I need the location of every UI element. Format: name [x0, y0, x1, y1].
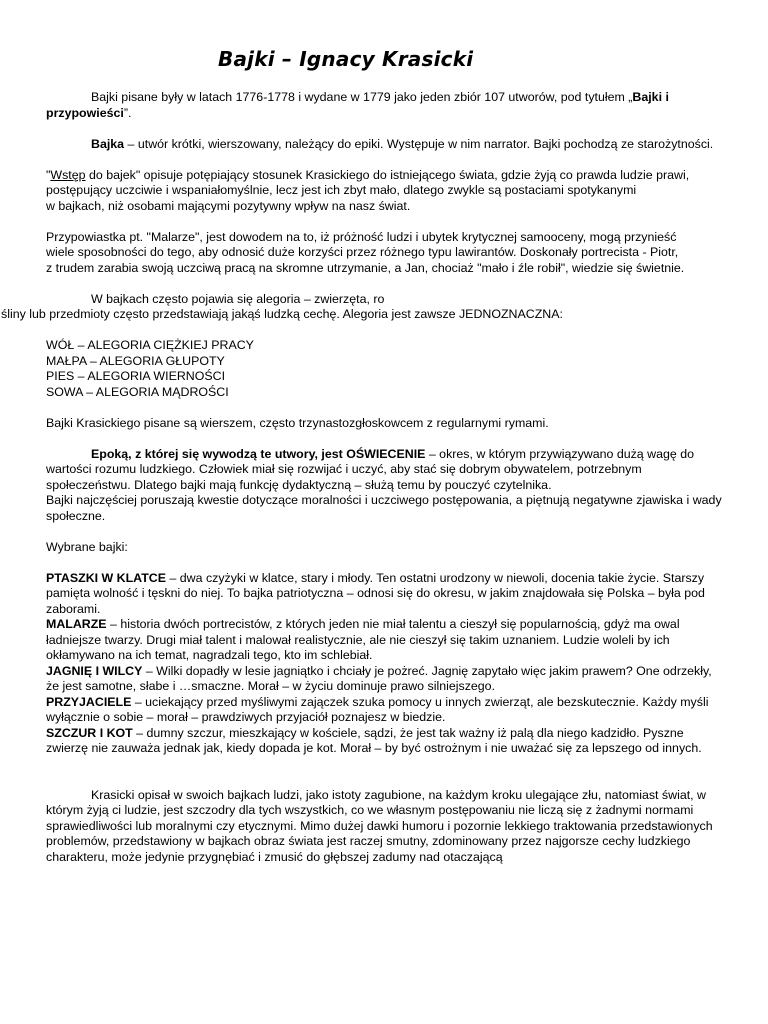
- wstep-line-2: postępujący uczciwie i wspaniałomyślnie, lecz jest ich zbyt mało, dlatego zwykle są postaciami spotykanymi: [46, 183, 637, 197]
- wstep-quote: ": [46, 167, 51, 182]
- alegoria-line-2: śliny lub przedmioty często przedstawiają jakąś ludzką cechę. Alegoria jest zawsze JEDNOZNACZNA:: [1, 307, 563, 321]
- verse-paragraph: Bajki Krasickiego pisane są wierszem, często trzynastozgłoskowcem z regularnymi rymami.: [46, 415, 549, 430]
- definition-paragraph: [46, 137, 722, 153]
- wstep-line-3: w bajkach, niż osobami mającymi pozytywny wpływ na nasz świat.: [46, 198, 411, 213]
- allegory-item: MAŁPA – ALEGORIA GŁUPOTY: [46, 353, 225, 368]
- closing-paragraph: Krasicki opisał w swoich bajkach ludzi, jako istoty zagubione, na każdym kroku ulegające złu, natomiast świat, w którym żyją ci ludzie, jest szczodry dla tych wszystkich, co we własnym postępowaniu nie liczą się z żadnymi normami sprawiedliwości lub moralnymi czy etycznymi. Mimo dużej dawki humoru i pozornie lekkiego traktowania przedstawionych problemów, przedstawiony w bajkach obraz świata jest raczej smutny, zdominowany przez najgorsze cechy ludzkiego charakteru, może jedynie przygnębiać i zmusić do głębszej zadumy nad otaczającą: [46, 787, 713, 864]
- document-page: [1, 44, 722, 865]
- selected-fables-label: Wybrane bajki:: [46, 539, 128, 554]
- epoch-paragraph: [46, 447, 722, 494]
- allegory-item: SOWA – ALEGORIA MĄDROŚCI: [46, 384, 229, 399]
- fable-entry: [46, 726, 722, 757]
- intro-text-end: ”.: [123, 105, 132, 120]
- fable-entry: [46, 695, 722, 726]
- allegory-list: [46, 338, 722, 400]
- intro-paragraph: [46, 90, 722, 121]
- fable-title: PRZYJACIELE: [46, 694, 132, 709]
- epoch-paragraph-2: Bajki najczęściej poruszają kwestie dotyczące moralności i uczciwego postępowania, a piętnują negatywne zjawiska i wady społeczne.: [46, 493, 722, 523]
- epoch-text: – okres, w którym przywiązywano dużą wagę do wartości rozumu ludzkiego. Człowiek miał się rozwijać i uczyć, aby stać się dobrym obywatelem, potrzebnym społeczeństwu. Dlatego bajki mają funkcję dydaktyczną – służą temu by pouczyć czytelnika.: [46, 446, 694, 492]
- malarze-intro-line-3: z trudem zarabia swoją uczciwą pracą na skromne utrzymanie, a Jan, chociaż "mało i źle robił", wiedzie się świetnie.: [46, 260, 685, 275]
- wstep-text: do bajek" opisuje potępiający stosunek Krasickiego do istniejącego świata, gdzie żyją co prawda ludzie prawi,: [85, 167, 690, 182]
- fable-entry: [46, 617, 722, 664]
- malarze-intro-line-2: wiele sposobności do tego, aby odnosić duże korzyści przez różnego typu lawirantów. Doskonały portrecista - Piotr,: [46, 245, 679, 259]
- malarze-intro-paragraph: [46, 230, 722, 277]
- definition-text: – utwór krótki, wierszowany, należący do epiki. Występuje w nim narrator. Bajki pochodzą ze starożytności.: [124, 136, 714, 151]
- fable-description: – dumny szczur, mieszkający w kościele, sądzi, że jest tak ważny iż palą dla niego kadzidło. Pyszne zwierzę nie zauważa jednak jak, kiedy dopada je kot. Morał – by być ostrożnym i nie uważać się za lepszego od innych.: [46, 725, 702, 755]
- fable-title: MALARZE: [46, 617, 107, 631]
- fable-description: – uciekający przed myśliwymi zajączek szuka pomocy u innych zwierząt, ale bezskutecznie. Każdy myśli wyłącznie o sobie – morał – prawdziwych przyjaciół poznajesz w biedzie.: [46, 694, 709, 724]
- definition-term: Bajka: [91, 136, 125, 151]
- intro-book-title: Bajki i przypowieści: [46, 90, 669, 120]
- allegory-item: PIES – ALEGORIA WIERNOŚCI: [46, 369, 226, 383]
- allegory-item: WÓŁ – ALEGORIA CIĘŻKIEJ PRACY: [46, 338, 254, 352]
- epoch-bold: Epoką, z której się wywodzą te utwory, jest OŚWIECENIE: [91, 446, 426, 461]
- wstep-paragraph: [46, 168, 722, 215]
- fable-entry: [46, 571, 722, 618]
- fable-description: – Wilki dopadły w lesie jagniątko i chciały je pożreć. Jagnię zapytało więc jakim prawem? One odrzekły, że jest samotne, słabe i …smaczne. Morał – w życiu dominuje prawo silniejszego.: [46, 663, 712, 693]
- alegoria-line-1: W bajkach często pojawia się alegoria – zwierzęta, ro: [91, 291, 385, 306]
- fable-description: – historia dwóch portrecistów, z których jeden nie miał talentu a cieszył się popularnością, gdyż ma owal ładniejsze twarzy. Drugi miał talent i malował realistycznie, ale nie cieszył się takim uznaniem. Ludzie woleli by ich okłamywano na ich temat, nagradzali tego, kto im schlebiał.: [46, 617, 680, 662]
- fable-title: JAGNIĘ I WILCY: [46, 663, 143, 678]
- document-title: Bajki – Ignacy Krasicki: [218, 47, 474, 71]
- alegoria-paragraph: [1, 291, 722, 323]
- fable-title: SZCZUR I KOT: [46, 725, 133, 740]
- fable-description: – dwa czyżyki w klatce, stary i młody. Ten ostatni urodzony w niewoli, docenia takie życie. Starszy pamięta wolność i tęskni do niej. To bajka patriotyczna – odnosi się do okresu, w jakim znajdowała się Polska – była pod zaborami.: [46, 570, 705, 616]
- fable-entry: [46, 664, 722, 695]
- wstep-link[interactable]: Wstęp: [50, 167, 86, 182]
- malarze-intro-line-1: Przypowiastka pt. "Malarze", jest dowodem na to, iż próżność ludzi i ubytek krytycznej samooceny, mogą przynieść: [46, 229, 677, 244]
- fable-title: PTASZKI W KLATCE: [46, 570, 166, 585]
- fable-list: [46, 571, 722, 757]
- intro-text: Bajki pisane były w latach 1776-1778 i wydane w 1779 jako jeden zbiór 107 utworów, pod tytułem „: [91, 90, 633, 104]
